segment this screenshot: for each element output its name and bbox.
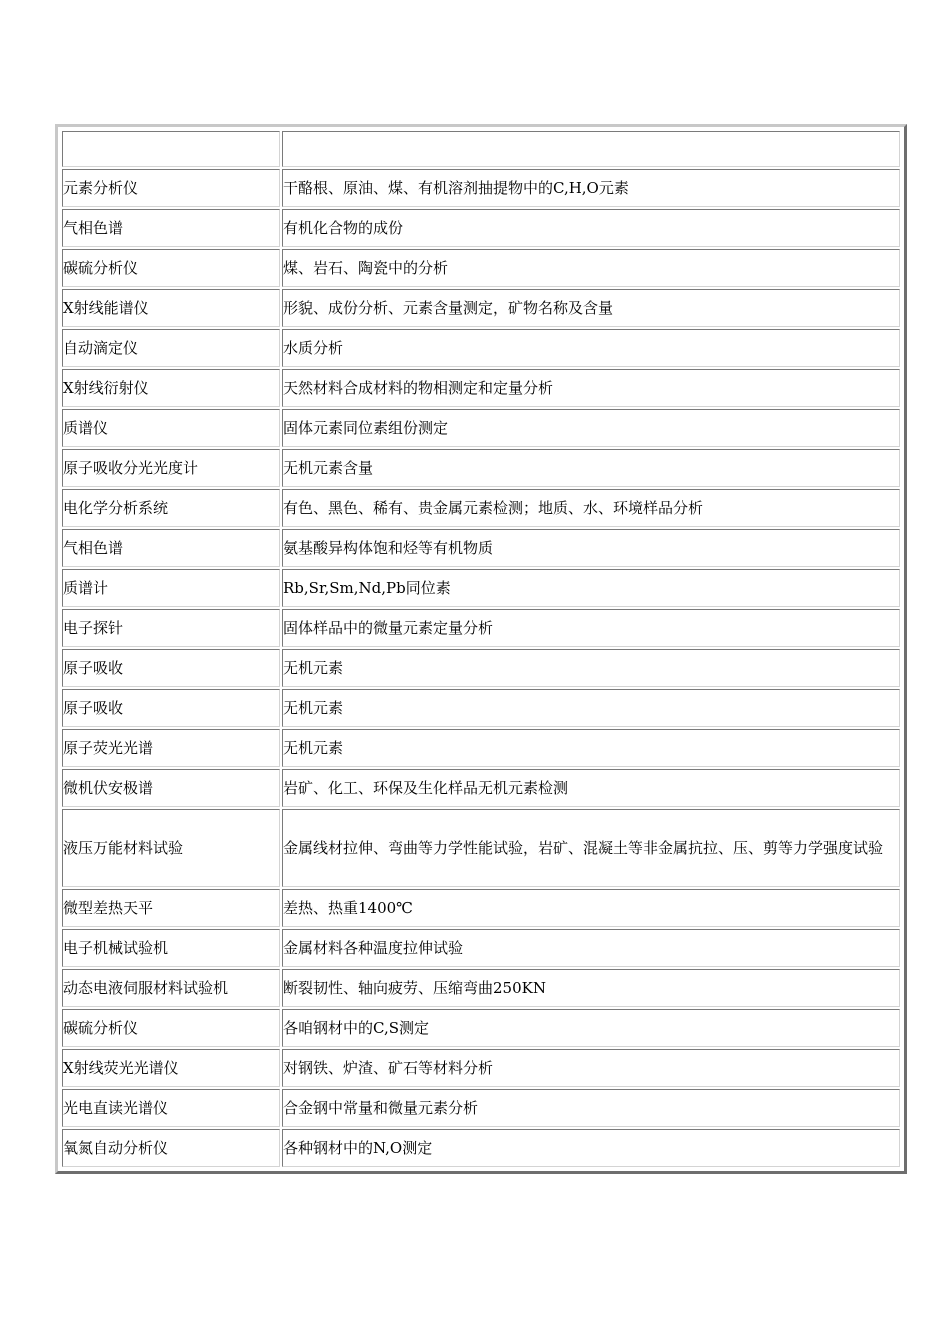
table-row bbox=[62, 969, 900, 1007]
instrument-name-cell: 原子吸收 bbox=[62, 649, 280, 687]
instrument-name-cell: 电子探针 bbox=[62, 609, 280, 647]
application-cell: 氨基酸异构体饱和烃等有机物质 bbox=[282, 529, 900, 567]
table-row bbox=[62, 449, 900, 487]
instrument-name-cell: 原子吸收 bbox=[62, 689, 280, 727]
application-cell: 固体样品中的微量元素定量分析 bbox=[282, 609, 900, 647]
table-row bbox=[62, 409, 900, 447]
application-cell: 煤、岩石、陶瓷中的分析 bbox=[282, 249, 900, 287]
instrument-name-cell: X射线能谱仪 bbox=[62, 289, 280, 327]
table-row bbox=[62, 529, 900, 567]
table-row bbox=[62, 929, 900, 967]
table-row bbox=[62, 209, 900, 247]
instrument-name-cell: 氧氮自动分析仪 bbox=[62, 1129, 280, 1167]
instrument-name-cell: X射线衍射仪 bbox=[62, 369, 280, 407]
application-cell: 合金钢中常量和微量元素分析 bbox=[282, 1089, 900, 1127]
application-cell: 对钢铁、炉渣、矿石等材料分析 bbox=[282, 1049, 900, 1087]
instrument-name-cell: 动态电液伺服材料试验机 bbox=[62, 969, 280, 1007]
header-cell-application bbox=[282, 131, 900, 167]
instrument-name-cell: 原子荧光光谱 bbox=[62, 729, 280, 767]
table-row bbox=[62, 1049, 900, 1087]
application-cell: 各咱钢材中的C,S测定 bbox=[282, 1009, 900, 1047]
application-cell: 固体元素同位素组份测定 bbox=[282, 409, 900, 447]
application-cell: 无机元素 bbox=[282, 729, 900, 767]
instrument-name-cell: 元素分析仪 bbox=[62, 169, 280, 207]
table-row bbox=[62, 289, 900, 327]
application-cell: 各种钢材中的N,O测定 bbox=[282, 1129, 900, 1167]
table-row bbox=[62, 489, 900, 527]
instrument-table bbox=[60, 129, 902, 1169]
table-row bbox=[62, 369, 900, 407]
instrument-name-cell: 碳硫分析仪 bbox=[62, 1009, 280, 1047]
table-row bbox=[62, 729, 900, 767]
application-cell: 有色、黑色、稀有、贵金属元素检测；地质、水、环境样品分析 bbox=[282, 489, 900, 527]
header-cell-instrument bbox=[62, 131, 280, 167]
application-cell: Rb,Sr,Sm,Nd,Pb同位素 bbox=[282, 569, 900, 607]
instrument-name-cell: 电化学分析系统 bbox=[62, 489, 280, 527]
application-cell: 干酪根、原油、煤、有机溶剂抽提物中的C,H,O元素 bbox=[282, 169, 900, 207]
instrument-name-cell: 电子机械试验机 bbox=[62, 929, 280, 967]
instrument-name-cell: 质谱计 bbox=[62, 569, 280, 607]
table-row bbox=[62, 649, 900, 687]
table-row bbox=[62, 809, 900, 887]
application-cell: 有机化合物的成份 bbox=[282, 209, 900, 247]
instrument-name-cell: 自动滴定仪 bbox=[62, 329, 280, 367]
instrument-name-cell: 微机伏安极谱 bbox=[62, 769, 280, 807]
instrument-name-cell: 光电直读光谱仪 bbox=[62, 1089, 280, 1127]
application-cell: 金属材料各种温度拉伸试验 bbox=[282, 929, 900, 967]
application-cell: 无机元素含量 bbox=[282, 449, 900, 487]
table-header-row bbox=[62, 131, 900, 167]
table-row bbox=[62, 1009, 900, 1047]
application-cell: 无机元素 bbox=[282, 689, 900, 727]
application-cell: 水质分析 bbox=[282, 329, 900, 367]
table-row bbox=[62, 1129, 900, 1167]
application-cell: 断裂韧性、轴向疲劳、压缩弯曲250KN bbox=[282, 969, 900, 1007]
table-row bbox=[62, 769, 900, 807]
instrument-table-frame bbox=[55, 124, 907, 1174]
instrument-name-cell: 原子吸收分光光度计 bbox=[62, 449, 280, 487]
table-row bbox=[62, 889, 900, 927]
application-cell: 天然材料合成材料的物相测定和定量分析 bbox=[282, 369, 900, 407]
instrument-name-cell: 气相色谱 bbox=[62, 529, 280, 567]
instrument-name-cell: 质谱仪 bbox=[62, 409, 280, 447]
application-cell: 差热、热重1400℃ bbox=[282, 889, 900, 927]
instrument-name-cell: X射线荧光光谱仪 bbox=[62, 1049, 280, 1087]
table-row bbox=[62, 329, 900, 367]
table-row bbox=[62, 569, 900, 607]
table-row bbox=[62, 169, 900, 207]
application-cell: 无机元素 bbox=[282, 649, 900, 687]
table-row bbox=[62, 249, 900, 287]
instrument-name-cell: 碳硫分析仪 bbox=[62, 249, 280, 287]
instrument-name-cell: 液压万能材料试验 bbox=[62, 809, 280, 887]
table-row bbox=[62, 1089, 900, 1127]
application-cell: 形貌、成份分析、元素含量测定，矿物名称及含量 bbox=[282, 289, 900, 327]
application-cell: 金属线材拉伸、弯曲等力学性能试验，岩矿、混凝土等非金属抗拉、压、剪等力学强度试验 bbox=[282, 809, 900, 887]
table-row bbox=[62, 609, 900, 647]
table-row bbox=[62, 689, 900, 727]
application-cell: 岩矿、化工、环保及生化样品无机元素检测 bbox=[282, 769, 900, 807]
instrument-name-cell: 微型差热天平 bbox=[62, 889, 280, 927]
instrument-name-cell: 气相色谱 bbox=[62, 209, 280, 247]
